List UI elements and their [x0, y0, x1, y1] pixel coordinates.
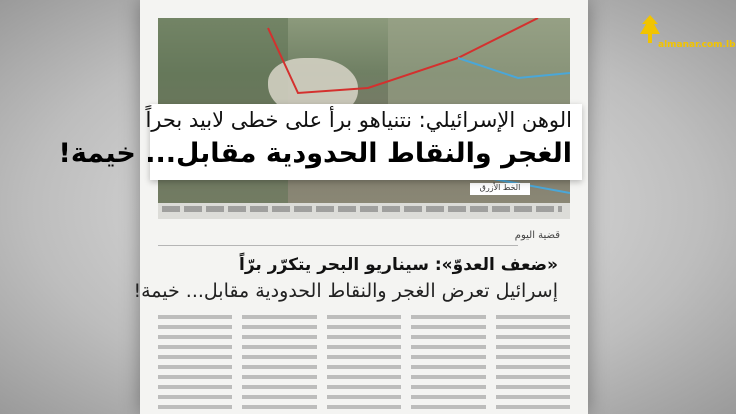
article-body-columns [158, 315, 570, 414]
headline-line-1: الوهن الإسرائيلي: نتنياهو برأ على خطى لابيد بحراً [145, 108, 572, 132]
headline-overlay [58, 104, 582, 180]
section-divider [158, 245, 518, 246]
headline-line-2: الغجر والنقاط الحدودية مقابل... خيمة! [58, 138, 572, 169]
body-column [496, 315, 570, 414]
almanar-logo [624, 14, 736, 54]
body-column [327, 315, 401, 414]
map-label: الخط الأزرق [470, 183, 530, 195]
body-column [411, 315, 485, 414]
section-label: قضية اليوم [514, 230, 560, 241]
blue-line [458, 58, 570, 78]
body-column [158, 315, 232, 414]
red-border-line [268, 18, 538, 93]
caption-text-lines [162, 206, 562, 212]
body-column [242, 315, 316, 414]
article-title: «ضعف العدوّ»: سيناريو البحر يتكرّر برّاً [239, 255, 558, 275]
photo-caption [158, 203, 570, 219]
article-subtitle: إسرائيل تعرض الغجر والنقاط الحدودية مقابل... خيمة! [133, 280, 558, 302]
logo-text: almanar.com.lb [658, 40, 736, 50]
